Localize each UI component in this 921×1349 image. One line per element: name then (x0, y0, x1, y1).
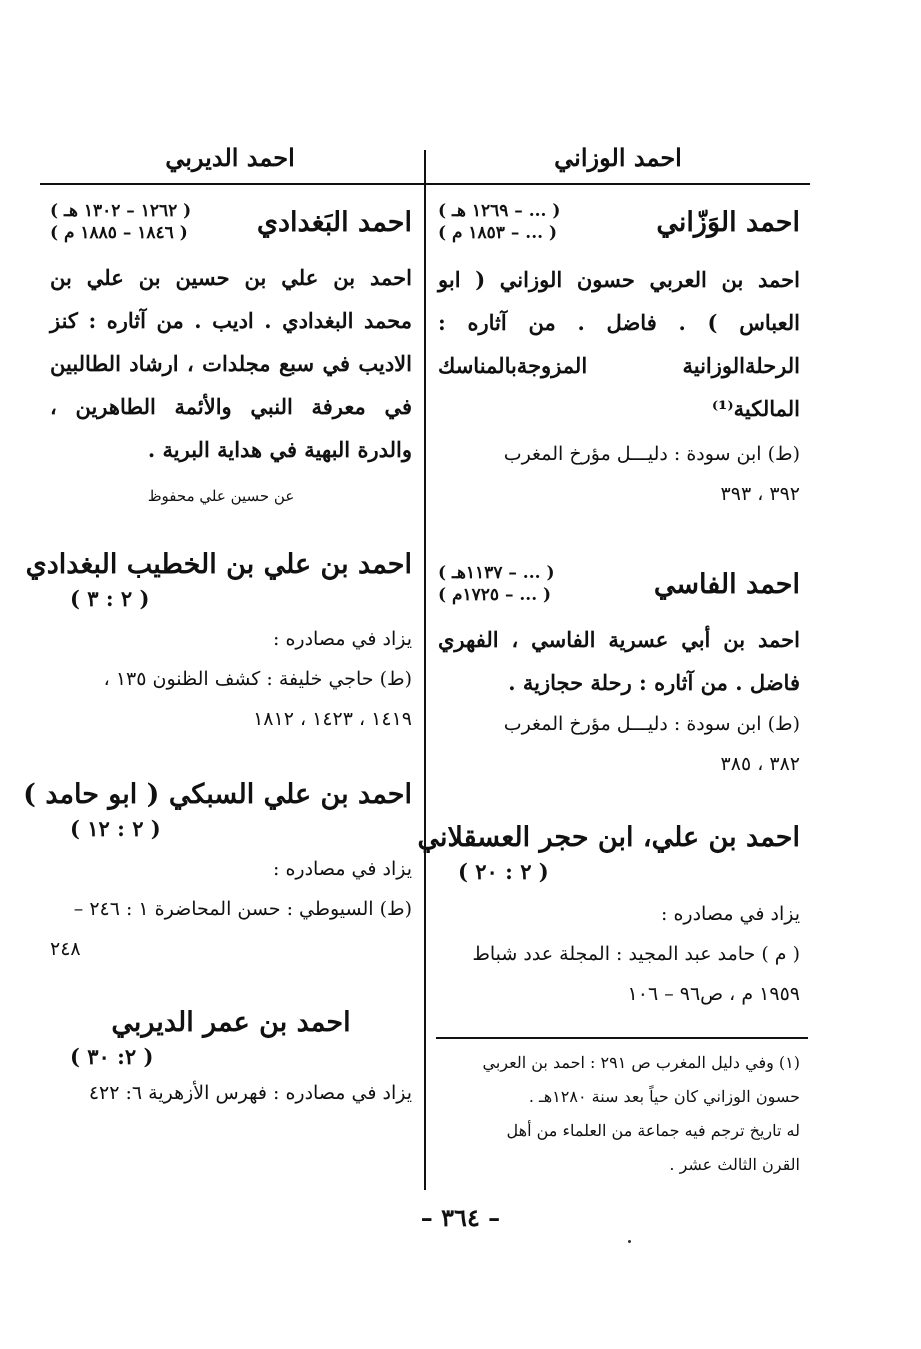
entry-khatib-name: احمد بن علي بن الخطيب البغدادي (25, 549, 412, 580)
entry-baghdadi-dates-hijri: ( ١٢٦٢ – ١٣٠٢ هـ ) (50, 201, 192, 221)
entry-wazzani-heading (438, 200, 800, 244)
entry-subki-source-line1: (ط) السيوطي : حسن المحاضرة ١ : ٢٤٦ – (73, 898, 412, 920)
entry-subki-added: يزاد في مصادره : (273, 858, 412, 880)
entry-asqalani-source (438, 934, 800, 1014)
entry-fasi-dates (438, 562, 555, 606)
entry-fasi-heading (438, 562, 800, 606)
column-divider (424, 150, 426, 1190)
entry-khatib-ref: ( ٢ : ٣ ) (70, 586, 150, 611)
entry-asqalani-name: احمد بن علي، ابن حجر العسقلاني (417, 822, 800, 853)
footnote-rule (436, 1037, 808, 1039)
entry-wazzani-dates-greg: ( ... – ١٨٥٣ م ) (438, 223, 557, 243)
entry-wazzani-source (438, 434, 800, 514)
entry-subki-ref: ( ٢ : ١٢ ) (70, 816, 161, 841)
entry-baghdadi-body: احمد بن علي بن حسين بن علي بن محمد البغدادي . اديب . من آثاره : كنز الاديب في سبع مجلدات ، ارشاد الطالبين في معرفة النبي والأئمة الطاهرين ، والدرة البهية في هداية البرية . (50, 265, 412, 462)
footnote-line2: حسون الوزاني كان حياً بعد سنة ١٢٨٠هـ . (528, 1087, 800, 1106)
page-number: – ٣٦٤ – (420, 1203, 501, 1232)
entry-fasi-body: احمد بن أبي عسرية الفاسي ، الفهري فاضل . من آثاره : رحلة حجازية . (438, 627, 800, 695)
left-column (23, 200, 412, 1113)
footnote-line3: له تاريخ ترجم فيه جماعة من العلماء من أهل (506, 1121, 800, 1140)
entry-fasi-name: احمد الفاسي (653, 568, 800, 600)
entry-wazzani-dates-hijri: ( ... – ١٢٦٩ هـ ) (438, 201, 561, 221)
entry-fasi-source-line1: (ط) ابن سودة : دليـــل مؤرخ المغرب (503, 713, 800, 735)
running-header-left: احمد الديربي (165, 143, 295, 172)
entry-baghdadi-dates-greg: ( ١٨٤٦ – ١٨٨٥ م ) (50, 223, 188, 243)
entry-khatib-source-line1: (ط) حاجي خليفة : كشف الظنون ١٣٥ ، (103, 668, 412, 690)
entry-asqalani-ref: ( ٢ : ٢٠ ) (458, 859, 549, 884)
entry-fasi-source-line2: ٣٨٢ ، ٣٨٥ (720, 753, 800, 775)
entry-wazzani-source-line2: ٣٩٢ ، ٣٩٣ (720, 483, 800, 505)
footnote (438, 1046, 800, 1182)
entry-khatib-source-line2: ١٤١٩ ، ١٤٢٣ ، ١٨١٢ (253, 708, 412, 730)
entry-khatib-added: يزاد في مصادره : (273, 628, 412, 650)
entry-asqalani-source-line1: ( م ) حامد عبد المجيد : المجلة عدد شباط (472, 943, 800, 965)
entry-subki-name: احمد بن علي السبكي ( ابو حامد ) (23, 779, 412, 810)
entry-asqalani-added: يزاد في مصادره : (661, 903, 800, 925)
entry-dirbi-name: احمد بن عمر الديربي (111, 1007, 351, 1038)
entry-baghdadi-dates (50, 200, 191, 244)
entry-asqalani-source-line2: ١٩٥٩ م ، ص٩٦ – ١٠٦ (627, 983, 800, 1005)
entry-fasi-dates-greg: ( ... – ١٧٢٥م ) (438, 585, 552, 605)
entry-subki-source-line2: ٢٤٨ (50, 938, 81, 960)
running-header-right: احمد الوزاني (554, 143, 682, 172)
entry-baghdadi-name: احمد البَغدادي (256, 206, 412, 238)
footnote-line4: القرن الثالث عشر . (669, 1155, 800, 1174)
entry-dirbi-added: يزاد في مصادره : فهرس الأزهرية ٦: ٤٢٢ (88, 1082, 412, 1104)
entry-dirbi-ref: ( ٢: ٣٠ ) (70, 1044, 154, 1069)
entry-wazzani-dates (438, 200, 560, 244)
entry-khatib-source (50, 659, 412, 739)
entry-fasi-source (438, 704, 800, 784)
right-column (417, 200, 800, 1014)
entry-baghdadi-contributor: عن حسين علي محفوظ (147, 487, 295, 505)
entry-wazzani-name: احمد الوَزّاني (656, 206, 800, 238)
entry-wazzani-body: احمد بن العربي حسون الوزاني ( ابو العباس ) . فاضل . من آثاره : الرحلةالوزانية المزوجةبالمناسك المالكية⁽¹⁾ (438, 267, 800, 421)
entry-fasi-dates-hijri: ( ... – ١١٣٧هـ ) (438, 563, 555, 583)
footnote-line1: (١) وفي دليل المغرب ص ٢٩١ : احمد بن العربي (482, 1053, 800, 1072)
entry-subki-source (50, 889, 412, 969)
entry-baghdadi-heading (50, 200, 412, 244)
entry-wazzani-source-line1: (ط) ابن سودة : دليـــل مؤرخ المغرب (503, 443, 800, 465)
ink-speck (628, 1240, 631, 1243)
